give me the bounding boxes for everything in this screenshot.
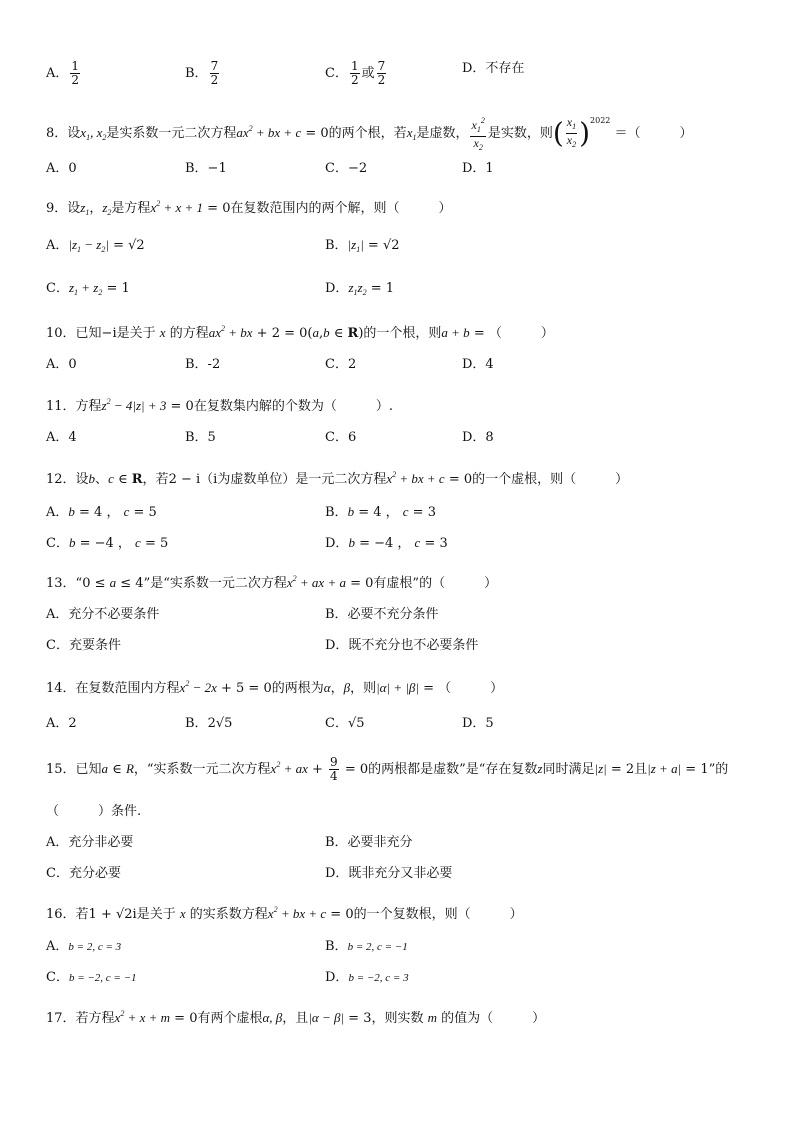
fraction: $\frac{1}{2}$ [350,59,359,87]
q17-text: 的值为（ ） [441,1011,546,1026]
q13-text: 13．“ [46,576,83,591]
q15-option-a: A．充分非必要 [46,835,134,850]
fraction: $\frac{x_1^2}{x_2}$ [471,115,485,152]
q7-option-c [325,60,388,87]
q15-text: 的两根都是虚数”是“存在复数 [368,762,538,777]
q16-text: 的实系数方程 [189,907,268,922]
q11-option-d: D．8 [462,430,494,445]
option-label: C． [46,970,69,985]
question-13: 13．“0 ≤ a ≤ 4”是“实系数一元二次方程$x^2$ + ax + a = 0有虚根”的（ ） [46,574,498,591]
q13-option-b: B．必要不充分条件 [325,607,439,622]
q7-option-a-label: A． [46,66,69,81]
q14-text: 14．在复数范围内方程 [46,681,180,696]
q8-option-b: B．−1 [185,161,227,176]
question-12: 12．设b、c ∈ R，若2 − i（i为虚数单位）是一元二次方程$x^2$ + bx + c = 0的一个虚根，则（ ） [46,470,629,487]
q15-text: ”的 [708,762,729,777]
q7-option-b [185,60,221,87]
option-label: A． [46,238,69,253]
fraction: $\frac{1}{2}$ [71,59,80,87]
q16-text: 16．若 [46,907,89,922]
q15-text: ，“实系数一元二次方程 [133,762,271,777]
q10-text: （ ） [488,326,554,341]
q15-option-b: B．必要非充分 [325,835,413,850]
q11-text: 11．方程 [46,399,102,414]
q15-text: 且 [634,762,648,777]
q13-option-c: C．充要条件 [46,638,121,653]
q17-text: ，则实数 [371,1011,424,1026]
q10-option-a: A．0 [46,357,77,372]
q8-text: 是虚数， [416,126,469,141]
option-label: D． [325,281,349,296]
option-label: B． [325,238,348,253]
q9-text: 在复数范围内的两个解，则（ ） [230,201,452,216]
question-8: 8．设$x_1$, $x_2$是实系数一元二次方程$ax^2$ + bx + c = 0的两个根，若$x_1$是虚数， $\frac{x_1^2}{x_2}$ 是实数，则( $\frac{x_1}{x_2}$ )$^{2022}$ ＝（ ） [46,115,693,152]
q16-text: 是关于 [136,907,176,922]
q11-option-c: C．6 [325,430,357,445]
option-label: B． [325,939,348,954]
q15-option-c: C．充分必要 [46,866,121,881]
q12-option-a: A．b = 4 ， c = 5 [46,504,157,520]
q10-option-c: C．2 [325,357,357,372]
question-15-line2: （ ）条件. [46,804,142,819]
question-15: 15．已知a ∈ R，“实系数一元二次方程$x^2$ + ax + $\frac{9}{4}$ = 0的两根都是虚数”是“存在复数z同时满足|z| = 2且|z + a| = 1”的 [46,755,729,783]
q12-option-b: B．b = 4 ， c = 3 [325,504,436,520]
q10-text: 的方程 [169,326,209,341]
q10-text: 是关于 [116,326,156,341]
q17-text: 有两个虚根 [197,1011,263,1026]
q12-text: 的一个虚根，则（ ） [472,472,629,487]
option-label: B． [185,716,208,731]
q12-text: （i为虚数单位）是一元二次方程 [200,472,387,487]
q9-option-d: D．$z_1z_2 = 1$ [325,280,394,297]
q12-text: 12．设 [46,472,89,487]
q8-text: ＝（ ） [614,126,693,141]
q9-option-c: C．$z_1 + z_2 = 1$ [46,280,130,297]
option-label: C． [46,536,69,551]
q14-option-c: C．√5 [325,716,365,731]
q15-option-d: D．既非充分又非必要 [325,866,453,881]
fraction: $\frac{7}{2}$ [210,59,219,87]
q10-option-b: B．-2 [185,357,221,372]
q8-option-c: C．−2 [325,161,368,176]
q17-text: 17．若方程 [46,1011,115,1026]
question-11: 11．方程$z^2 - 4|z| + 3 = 0$在复数集内解的个数为（ ）. [46,397,393,414]
q7-option-b-label: B． [185,66,208,81]
q10-text: 10．已知 [46,326,102,341]
q10-text: 的一个根，则 [363,326,442,341]
q8-option-d: D．1 [462,161,494,176]
q16-option-b: B．b = 2, c = −1 [325,939,408,954]
q13-text: ”是“实系数一元二次方程 [143,576,287,591]
q12-text: ，若 [142,472,169,487]
option-label: C． [46,281,69,296]
question-9: 9．设$z_1$，$z_2$是方程$x^2 + x + 1 = 0$在复数范围内的两个解，则（ ） [46,199,452,217]
q8-option-a: A．0 [46,161,77,176]
q8-text: 8．设 [46,126,81,141]
q8-text: 的两个根，若 [328,126,407,141]
q17-text: ，且 [282,1011,309,1026]
option-label: A． [46,505,69,520]
q14-text: ，则 [350,681,377,696]
q14-option-d: D．5 [462,716,494,731]
q9-text: 是方程 [111,201,151,216]
q13-text: 有虚根”的（ ） [373,576,498,591]
q7-option-d [462,60,524,78]
q10-option-d: D．4 [462,357,494,372]
q15-text: 15．已知 [46,762,102,777]
q12-option-c: C．b = −4 ， c = 5 [46,535,169,551]
or-word: 或 [361,66,375,81]
q12-text: 、 [95,472,109,487]
q14-option-a: A．2 [46,716,77,731]
fraction: $\frac{9}{4}$ [330,755,338,783]
q13-option-a: A．充分不必要条件 [46,607,160,622]
q14-text: ， [330,681,344,696]
q7-option-c-label: C． [325,66,348,81]
option-label: A． [46,939,69,954]
q9-option-b: B．$|z_1| = √2$ [325,237,400,254]
q16-option-a: A．b = 2, c = 3 [46,939,122,954]
q16-text: 的一个复数根，则（ ） [353,907,523,922]
option-label: B． [325,505,348,520]
fraction: $\frac{7}{2}$ [377,59,386,87]
question-16: 16．若1 + √2i是关于 x 的实系数方程$x^2$ + bx + c = 0的一个复数根，则（ ） [46,905,523,922]
q9-option-a: A．$|z_1 - z_2| = √2$ [46,237,145,254]
q11-option-a: A．4 [46,430,77,445]
q14-option-b: B．2√5 [185,716,233,731]
q15-text: 同时满足 [542,762,595,777]
q8-text: 是实系数一元二次方程 [106,126,237,141]
q12-option-d: D．b = −4 ， c = 3 [325,535,448,551]
q16-option-d: D．b = −2, c = 3 [325,970,409,985]
option-label: D． [325,536,349,551]
question-10: 10．已知−i是关于 x 的方程$ax^2$ + bx + 2 = 0(a,b ∈ R)的一个根，则a + b = （ ） [46,324,554,341]
fraction: $\frac{x_1}{x_2}$ [566,115,577,149]
q11-text: 在复数集内解的个数为（ ）. [193,399,393,414]
q9-text: ， [89,201,103,216]
q9-text: 9．设 [46,201,81,216]
q7-option-d-label: D．不存在 [462,61,525,76]
option-label: D． [325,970,349,985]
option-label: C． [325,716,348,731]
q14-text: （ ） [438,681,504,696]
q7-option-a [46,60,82,87]
q16-option-c: C．b = −2, c = −1 [46,970,137,985]
q8-text: 是实数，则 [487,126,553,141]
question-14: 14．在复数范围内方程$x^2 - 2x + 5 = 0$的两根为α，β，则|α| + |β| = （ ） [46,679,504,696]
q14-text: 的两根为 [271,681,324,696]
question-17: 17．若方程$x^2 + x + m = 0$有两个虚根α, β，且|α − β| = 3，则实数 m 的值为（ ） [46,1009,546,1026]
q11-option-b: B．5 [185,430,216,445]
q13-option-d: D．既不充分也不必要条件 [325,638,479,653]
